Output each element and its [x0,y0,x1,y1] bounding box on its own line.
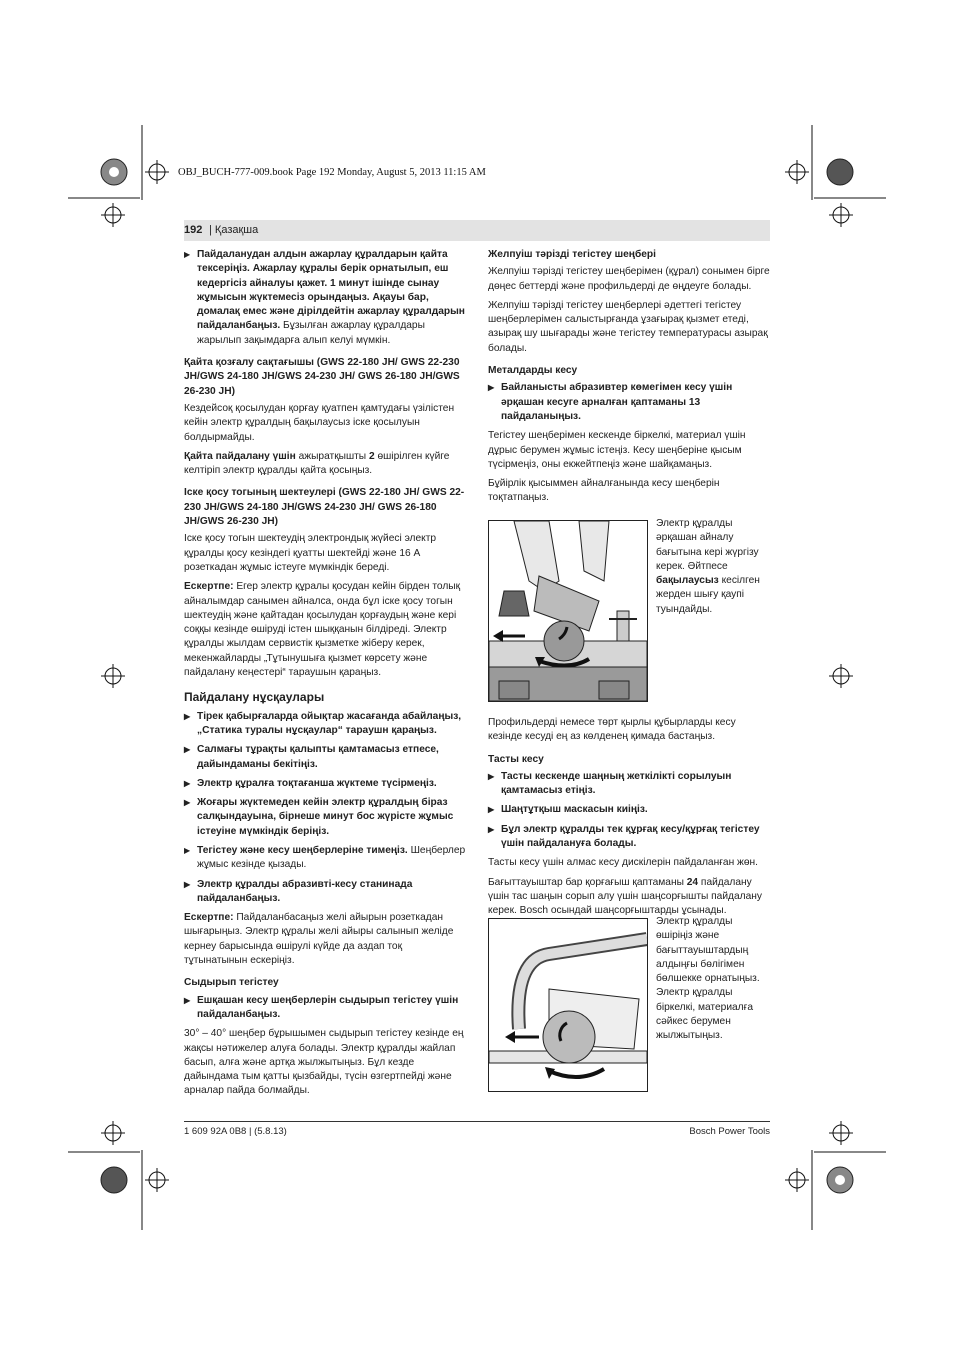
right-column-top [488,248,770,511]
bullet-check-tools: ▶ Пайдаланудан алдын ажарлау құралдарын қайта тексеріңіз. Ажарлау құралы берік орнатылып, еш кедергісіз айналуы қажет. 1 минут ішінде сынау жұмысын жүктемесіз орындаңыз. Ақауы бар, домалақ емес және дірілдейтін ажарлау құралдарын пайдаланбаңыз. Бұзылған ажарлау құралдары жарылып зақымдарға алып келуі мүмкін. [184,248,466,348]
footer-rule [184,1121,770,1122]
figure-metal-cutting-caption: Электр құралды әрқашан айналу бағытына кері жүргізу керек. Әйтпесе бақылаусыз кесілген жерден шығу қаупі туындайды. [656,518,760,615]
bullet: ▶ Тегістеу және кесу шеңберлеріне тимеңіз. Шеңберлер жұмыс кезінде қызады. [184,844,466,873]
paragraph: Желпуіш тәрізді тегістеу шеңберлері әдеттегі тегістеу шеңберлерімен салыстырғанда ұзағырақ қызмет етеді, азырақ шу шығарады және тегістеу температурасы азырақ болады. [488,299,768,354]
figure-stone-cutting-caption: Электр құралды өшіріңіз және бағыттауыштардың алдыңғы бөлігімен бөлшекке орнатыңыз. Электр құралды біркелкі, материалға сәйкес берумен жылжытыңыз. [656,916,760,1042]
bullet: ▶ Тасты кескенде шаңның жеткілікті сорылуын қамтамасыз етіңіз. [488,770,770,799]
paragraph: Кездейсоқ қосылудан қорғау қуатпен қамтудағы үзілістен кейін электр құралдың бақылаусыз іске қосылуын болдырмайды. [184,402,455,443]
footer-brand: Bosch Power Tools [689,1126,770,1137]
bullet: ▶ Электр құралға тоқтағанша жүктеме түсірмеңіз. [184,777,466,791]
heading-working-advice: Пайдалану нұсқаулары [184,690,325,705]
paragraph: Қайта пайдалану үшін ажыратқышты 2 өшірілген күйге келтіріп электр құралды қайта қосыңыз. [184,450,450,477]
paragraph: Профильдерді немесе төрт қырлы құбырларды кесу кезінде кесуді ең аз көлденең қимада бастаңыз. [488,717,736,743]
print-slug: OBJ_BUCH-777-009.book Page 192 Monday, August 5, 2013 11:15 AM [178,167,486,178]
page-header [184,220,770,241]
heading-cutting-stone: Тасты кесу [488,753,544,765]
left-column [184,248,466,1104]
header-language: | Қазақша [209,224,259,236]
figure-stone-cutting [488,918,648,1092]
paragraph: Бұйірлік қысыммен айналғанында кесу шеңберін тоқтатпаңыз. [488,478,720,504]
paragraph: Бағыттауыштар бар қорғағыш қаптаманы 24 пайдалану үшін тас шаңын сорып алу үшін шаңсорғышты пайдалану керек. Bosch осындай шаңсорғыштарды ұсынады. [488,876,762,917]
bullet: ▶ Жоғары жүктемеден кейін электр құралдың біраз салқындауына, бірнеше минут бос жүрісте жұмыс істеуіне мүмкіндік беріңіз. [184,796,466,839]
paragraph: Тасты кесу үшін алмас кесу дискілерін пайдаланған жөн. [488,857,758,869]
bullet: ▶ Ешқашан кесу шеңберлерін сыдырып тегістеу үшін пайдаланбаңыз. [184,994,466,1023]
bullet: ▶ Тірек қабырғаларда ойықтар жасағанда абайлаңыз, „Статика туралы нұсқаулар“ тараушн қараңыз. [184,710,466,739]
bullet: ▶ Шаңтұтқыш маскасын киіңіз. [488,803,770,817]
paragraph: 30° – 40° шеңбер бұрышымен сыдырып тегістеу кезінде ең жақсы нәтижелер алуға болады. Электр құралды жайлап басып, алға және артқа жылжытыңыз. Бұл кезде дайындама тым қатты қызбайды, түсін өзгертпейді және арналар пайда болмайды. [184,1028,464,1097]
bullet: ▶ Салмағы тұрақты қалыпты қамтамасыз етпесе, дайындаманы бекітіңіз. [184,743,466,772]
bullet: ▶ Бұл электр құралды тек құрғақ кесу/құрғақ тегістеу үшін пайдалануға болады. [488,823,770,852]
heading-starting-current: Іске қосу тогының шектеулері (GWS 22-180 JH/ GWS 22-230 JH/GWS 24-180 JH/GWS 24-230 JH/ GWS 26-180 JH/GWS 26-230 JH) [184,487,465,528]
right-column-middle [488,716,770,924]
paragraph: Іске қосу тогын шектеудің электрондық жүйесі электр құралды қосу кезіндегі қуатты шектейді және 16 А розеткадан жұмыс істеуге мүмкіндік береді. [184,533,437,573]
paragraph-note: Ескертпе: Егер электр құралы қосудан кейін бірден толық айналымдар санымен айналса, онда бұл іске қосу тогын шектеудің және қайтадан қосылудан қорғаудың және кері соққы кезінде өшіруді істен шыққанын білдіреді. Электр құралды жылдам сервистік қызметке жіберу керек, мекенжайларды „Тұтынушыға қызмет көрсету және пайдалану кеңестері“ тараушын қараңыз. [184,581,461,679]
bullet: ▶ Байланысты абразивтер көмегімен кесу үшін әрқашан кесуге арналған қаптаманы 13 пайдаланыңыз. [488,381,770,424]
bullet: ▶ Электр құралды абразивті-кесу станинада пайдаланбаңыз. [184,878,466,907]
paragraph: Тегістеу шеңберімен кескенде біркелкі, материал үшін дұрыс берумен жұмыс істеңіз. Кесу шеңберіне қысым түсірмеңіз, оны екжейтпеңіз және шайқамаңыз. [488,430,746,470]
heading-cutting-metal: Металдарды кесу [488,365,578,377]
page-number: 192 [184,224,203,236]
figure-metal-cutting [488,520,648,702]
paragraph-note: Ескертпе: Пайдаланбасаңыз желі айырын розеткадан шығарыңыз. Электр құралы желі айыры салынып желіде кернеу барысында өшірулі күйде да аздап тоқ тұтынатынын ескеріңіз. [184,912,454,967]
footer-doc-number: 1 609 92A 0B8 | (5.8.13) [184,1126,287,1137]
heading-rough-grinding: Сыдырып тегістеу [184,977,279,989]
heading-flap-disc: Желпуіш тәрізді тегістеу шеңбері [488,249,656,260]
paragraph: Желпуіш тәрізді тегістеу шеңберімен (құрал) сонымен бірге дөңес беттерді және профильдерді де өңдеуге болады. [488,266,770,292]
heading-restart-protection: Қайта қозғалу сақтағышы (GWS 22-180 JH/ GWS 22-230 JH/GWS 24-180 JH/GWS 24-230 JH/ GWS 26-180 JH/GWS 26-230 JH) [184,357,460,397]
